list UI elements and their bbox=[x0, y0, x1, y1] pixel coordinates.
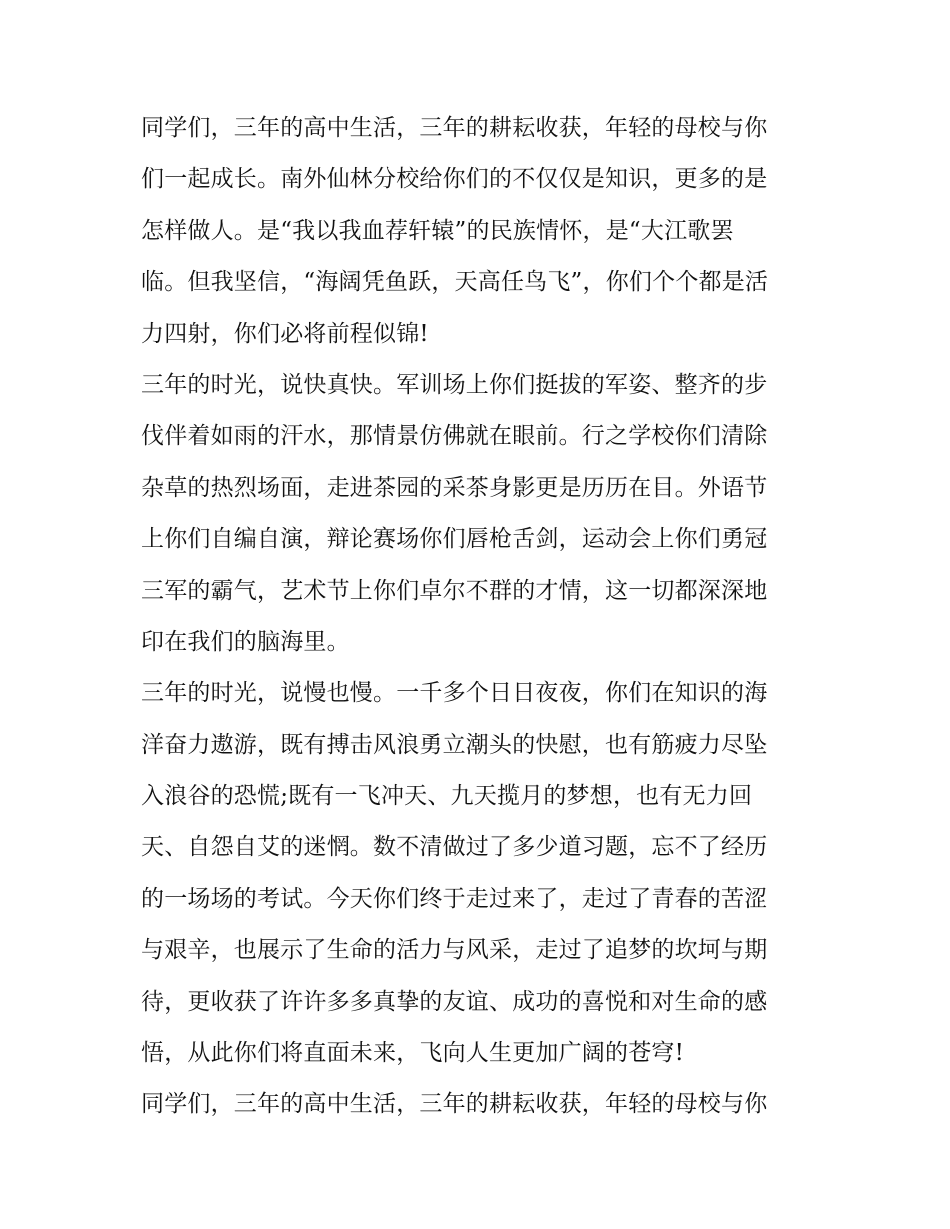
text-line-10: 三军的霸气，艺术节上你们卓尔不群的才情，这一切都深深地 bbox=[141, 577, 768, 604]
text-line-19: 悟，从此你们将直面未来，飞向人生更加广阔的苍穹! bbox=[141, 1040, 685, 1067]
text-line-5: 力四射，你们必将前程似锦! bbox=[141, 320, 429, 347]
body-text bbox=[141, 103, 821, 1131]
text-line-11: 印在我们的脑海里。 bbox=[141, 628, 350, 655]
text-line-12: 三年的时光，说慢也慢。一千多个日日夜夜，你们在知识的海 bbox=[141, 680, 768, 707]
text-line-2: 们一起成长。南外仙林分校给你们的不仅仅是知识，更多的是 bbox=[141, 166, 768, 193]
text-line-13: 洋奋力遨游，既有搏击风浪勇立潮头的快慰，也有筋疲力尽坠 bbox=[141, 731, 768, 758]
text-line-15: 天、自怨自艾的迷惘。数不清做过了多少道习题，忘不了经历 bbox=[141, 834, 768, 861]
text-line-17: 与艰辛，也展示了生命的活力与风采，走过了追梦的坎坷与期 bbox=[141, 937, 768, 964]
text-line-1: 同学们，三年的高中生活，三年的耕耘收获，年轻的母校与你 bbox=[141, 115, 768, 141]
text-line-4: 临。但我坚信，“海阔凭鱼跃，天高任鸟飞”，你们个个都是活 bbox=[141, 269, 769, 296]
text-line-16: 的一场场的考试。今天你们终于走过来了，走过了青春的苦涩 bbox=[141, 885, 768, 912]
text-line-6: 三年的时光，说快真快。军训场上你们挺拔的军姿、整齐的步 bbox=[141, 371, 768, 398]
text-line-9: 上你们自编自演，辩论赛场你们唇枪舌剑，运动会上你们勇冠 bbox=[141, 526, 768, 553]
text-line-8: 杂草的热烈场面，走进茶园的采茶身影更是历历在目。外语节 bbox=[141, 474, 768, 501]
text-line-18: 待，更收获了许许多多真挚的友谊、成功的喜悦和对生命的感 bbox=[141, 988, 768, 1015]
text-line-20: 同学们，三年的高中生活，三年的耕耘收获，年轻的母校与你 bbox=[141, 1091, 768, 1118]
text-line-7: 伐伴着如雨的汗水，那情景仿佛就在眼前。行之学校你们清除 bbox=[141, 423, 768, 450]
text-line-3: 怎样做人。是“我以我血荐轩辕”的民族情怀，是“大江歌罢 bbox=[141, 217, 734, 244]
text-line-14: 入浪谷的恐慌;既有一飞冲天、九天揽月的梦想，也有无力回 bbox=[141, 783, 753, 810]
